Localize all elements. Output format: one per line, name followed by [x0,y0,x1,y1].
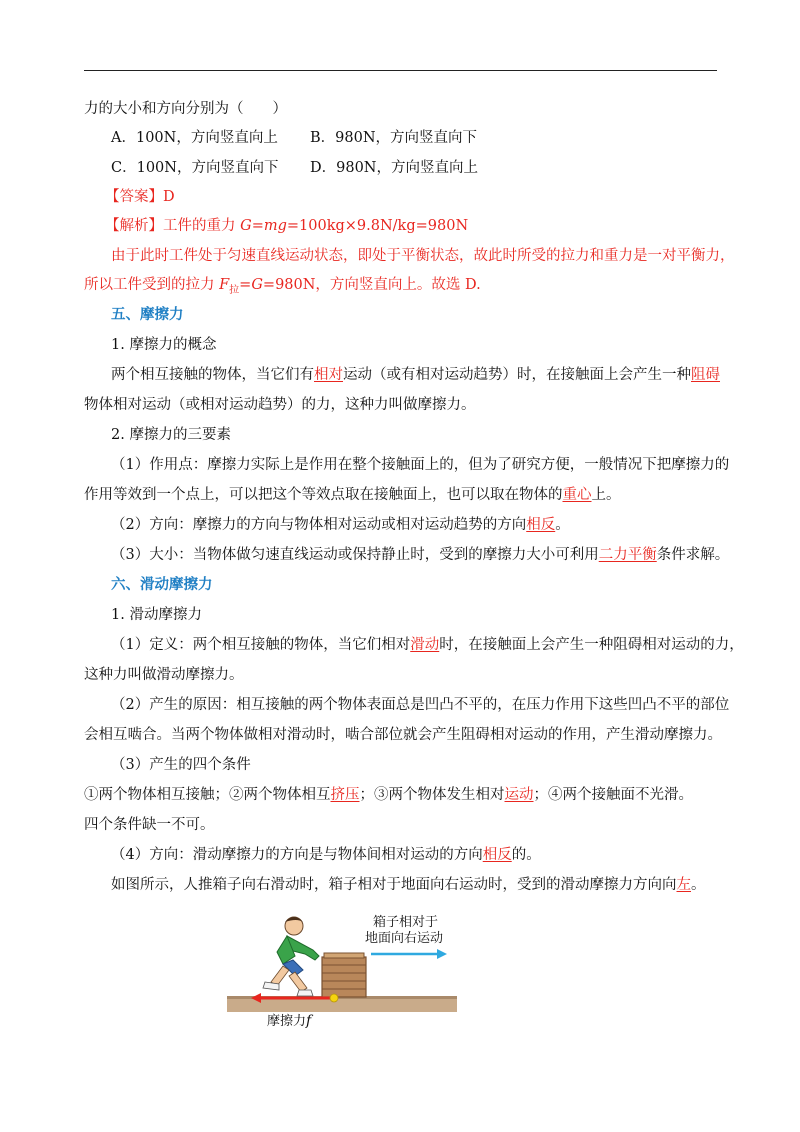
analysis-result: =100kg×9.8N/kg=980N [286,218,469,234]
analysis-tag: 【解析】 [105,218,163,234]
blank-answer: 相反 [482,847,512,863]
blank-answer: 左 [676,877,691,893]
section5-p2-line2 [84,485,621,505]
text-span: （3）大小：当物体做匀速直线运动或保持静止时，受到的摩擦力大小可利用 [111,547,599,563]
section6-p2-line2: 会相互啮合。当两个物体做相对滑动时，啮合部位就会产生阻碍相对运动的作用，产生滑动摩擦力。 [84,727,722,743]
motion-arrow-head [437,949,447,959]
section5-p1-line2: 物体相对运动（或相对运动趋势）的力，这种力叫做摩擦力。 [84,397,476,413]
section6-p1-line1 [111,635,744,655]
blank-answer: 二力平衡 [598,547,657,563]
motion-label-2: 地面向右运动 [365,931,444,946]
section6-p2-line1: （2）产生的原因：相互接触的两个物体表面总是凹凸不平的，在压力作用下这些凹凸不平的部位 [111,697,730,713]
box-lid [324,953,364,958]
motion-label-1: 箱子相对于 [373,915,439,930]
text-span: 条件求解。 [656,547,730,563]
text-span: 两个相互接触的物体，当它们有 [111,367,314,383]
blank-answer: 运动 [504,787,534,803]
text-span: 的。 [511,847,541,863]
section5-heading: 五、摩擦力 [111,306,184,323]
section6-p5 [111,845,541,865]
section6-p6 [111,875,706,895]
text-span: （2）方向：摩擦力的方向与物体相对运动或相对运动趋势的方向 [111,517,527,533]
box [322,957,366,997]
text-span: （4）方向：滑动摩擦力的方向是与物体间相对运动的方向 [111,847,483,863]
person-icon [263,917,319,996]
section5-p3 [111,515,570,535]
analysis-line-1 [105,216,468,236]
option-a: A．100N，方向竖直向上 [111,130,278,146]
text-span: （1）定义：两个相互接触的物体，当它们相对 [111,637,411,653]
text-span: 作用等效到一个点上，可以把这个等效点取在接触面上，也可以取在物体的 [84,487,563,503]
section6-sub1: 1. 滑动摩擦力 [111,607,202,623]
section5-sub2: 2. 摩擦力的三要素 [111,427,231,443]
analysis-3-G: G [251,277,263,293]
analysis-3-result: =980N，方向竖直向上。故选 D. [262,277,481,293]
answer-value: D [163,189,175,205]
analysis-3-subscript: 拉 [229,284,240,296]
answer-line [105,187,175,207]
section5-p1-line1 [111,365,720,385]
section5-p4 [111,545,729,565]
analysis-formula: G=mg [240,218,287,234]
friction-figure [225,910,460,1032]
header-rule [84,70,717,71]
section5-p2-line1: （1）作用点：摩擦力实际上是作用在整个接触面上的，但为了研究方便，一般情况下把摩擦力的 [111,457,730,473]
analysis-3-F: F [219,277,230,293]
section6-heading: 六、滑动摩擦力 [111,576,213,593]
section5-sub1: 1. 摩擦力的概念 [111,337,217,353]
blank-answer: 重心 [562,487,592,503]
answer-tag: 【答案】 [105,189,163,205]
analysis-3-text: 所以工件受到的拉力 [84,277,220,293]
text-span: ；③两个物体发生相对 [359,787,505,803]
text-span: ①两个物体相互接触；②两个物体相互 [84,787,331,803]
ground [227,998,457,1012]
analysis-text: 工件的重力 [163,218,241,234]
text-span: 上。 [591,487,621,503]
text-span: 。 [555,517,570,533]
text-span: 。 [691,877,706,893]
friction-label-text: 摩擦力 [267,1014,307,1029]
section6-p4-line2: 四个条件缺一不可。 [84,817,215,833]
option-c: C．100N，方向竖直向下 [111,160,279,176]
blank-answer: 相对 [314,367,343,383]
question-stem: 力的大小和方向分别为（ ） [84,101,287,117]
text-span: 运动（或有相对运动趋势）时，在接触面上会产生一种 [343,367,691,383]
analysis-line-3 [84,275,481,301]
application-point [330,994,338,1002]
section6-p1-line2: 这种力叫做滑动摩擦力。 [84,667,244,683]
friction-label [267,1013,311,1030]
text-span: ；④两个接触面不光滑。 [533,787,693,803]
blank-answer: 相反 [526,517,556,533]
blank-answer: 阻碍 [691,367,720,383]
option-b: B．980N，方向竖直向下 [310,130,478,146]
option-d: D．980N，方向竖直向上 [310,160,478,176]
text-span: 如图所示，人推箱子向右滑动时，箱子相对于地面向右运动时，受到的滑动摩擦力方向向 [111,877,677,893]
blank-answer: 挤压 [330,787,360,803]
analysis-3-equals: = [239,277,252,293]
analysis-line-2: 由于此时工件处于匀速直线运动状态，即处于平衡状态，故此时所受的拉力和重力是一对平衡力， [111,248,735,264]
friction-label-symbol: f [306,1013,312,1029]
section6-p4-line1 [84,785,693,805]
text-span: 时，在接触面上会产生一种阻碍相对运动的力， [439,637,744,653]
blank-answer: 滑动 [410,637,440,653]
section6-p3: （3）产生的四个条件 [111,757,251,773]
